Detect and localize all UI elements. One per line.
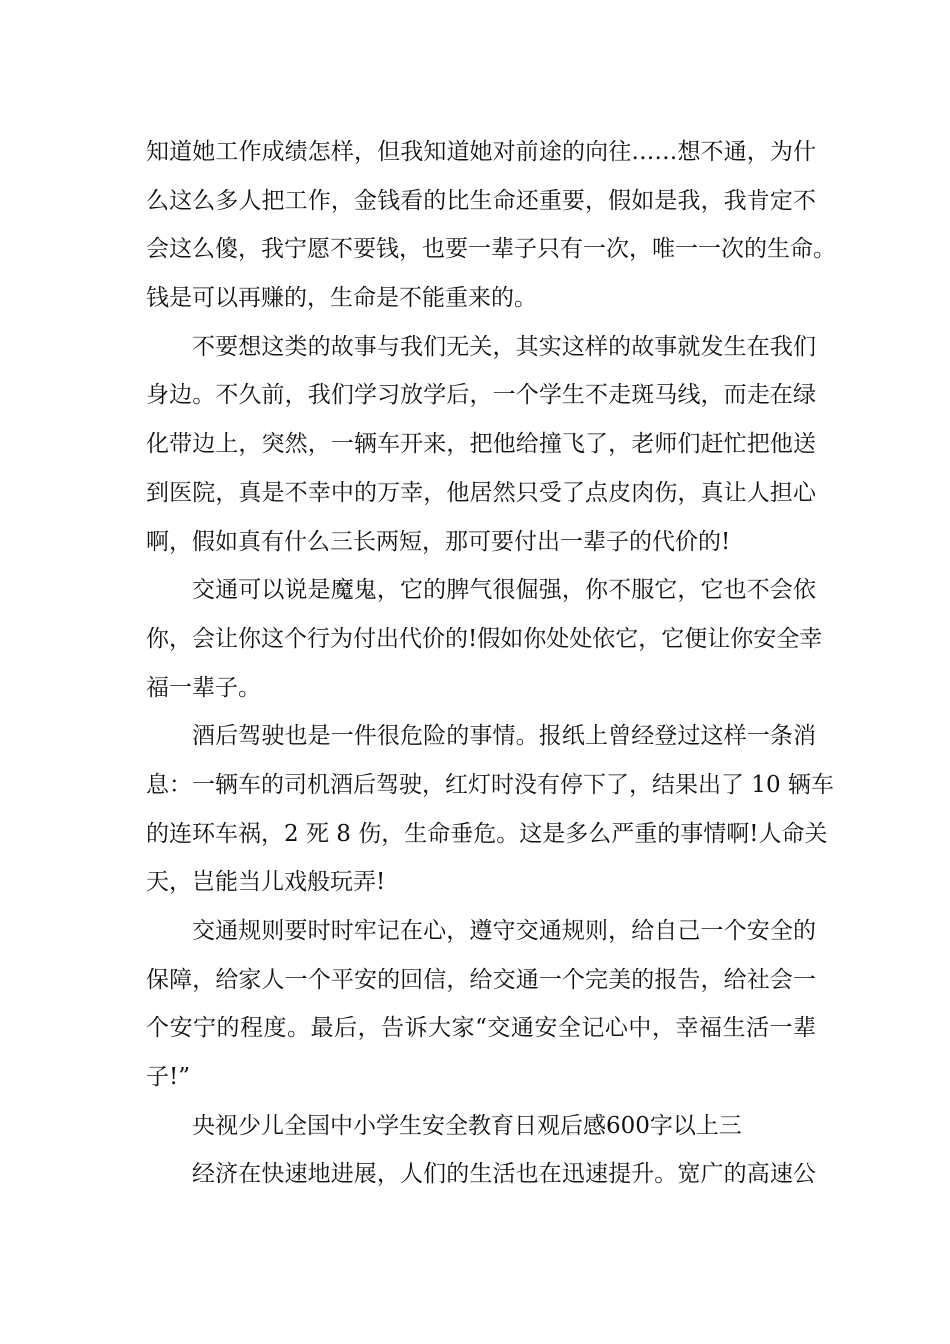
text-line: 福一辈子。 bbox=[146, 674, 261, 701]
text-line: 你，会让你这个行为付出代价的!假如你处处依它，它便让你安全幸 bbox=[146, 625, 823, 652]
text-line: 子!” bbox=[146, 1064, 191, 1091]
text-line: 交通可以说是魔鬼，它的脾气很倔强，你不服它，它也不会依 bbox=[192, 577, 816, 604]
text-line: 么这么多人把工作，金钱看的比生命还重要，假如是我，我肯定不 bbox=[146, 187, 816, 214]
text-line: 酒后驾驶也是一件很危险的事情。报纸上曾经登过这样一条消 bbox=[192, 723, 816, 750]
heading-text: 央视少儿全国中小学生安全教育日观后感600字以上三 bbox=[192, 1112, 742, 1139]
text-line: 不要想这类的故事与我们无关，其实这样的故事就发生在我们 bbox=[192, 333, 816, 360]
text-line: 息：一辆车的司机酒后驾驶，红灯时没有停下了，结果出了 10 辆车 bbox=[146, 771, 834, 798]
text-line: 经济在快速地进展，人们的生活也在迅速提升。宽广的高速公 bbox=[192, 1161, 816, 1188]
text-line: 天，岂能当儿戏般玩弄! bbox=[146, 869, 386, 896]
paragraph bbox=[146, 323, 816, 566]
text-line: 钱是可以再赚的，生命是不能重来的。 bbox=[146, 285, 537, 312]
paragraph bbox=[146, 1150, 816, 1199]
paragraph bbox=[146, 566, 823, 712]
section-heading bbox=[146, 1102, 816, 1151]
text-line: 交通规则要时时牢记在心，遵守交通规则，给自己一个安全的 bbox=[192, 918, 816, 944]
text-line: 保障，给家人一个平安的回信，给交通一个完美的报告，给社会一 bbox=[146, 966, 816, 993]
text-line: 知道她工作成绩怎样，但我知道她对前途的向往……想不通，为什 bbox=[146, 139, 816, 165]
text-line: 身边。不久前，我们学习放学后，一个学生不走斑马线，而走在绿 bbox=[146, 382, 816, 409]
paragraph bbox=[146, 907, 816, 1102]
text-line: 化带边上，突然，一辆车开来，把他给撞飞了，老师们赶忙把他送 bbox=[146, 431, 816, 458]
text-line: 到医院，真是不幸中的万幸，他居然只受了点皮肉伤，真让人担心 bbox=[146, 479, 816, 506]
document-body bbox=[146, 128, 836, 1199]
text-line: 个安宁的程度。最后，告诉大家“交通安全记心中，幸福生活一辈 bbox=[146, 1015, 816, 1042]
text-line: 啊，假如真有什么三长两短，那可要付出一辈子的代价的! bbox=[146, 528, 731, 555]
paragraph bbox=[146, 712, 834, 907]
text-line: 会这么傻，我宁愿不要钱，也要一辈子只有一次，唯一一次的生命。 bbox=[146, 236, 836, 263]
text-line: 的连环车祸，2 死 8 伤，生命垂危。这是多么严重的事情啊!人命关 bbox=[146, 820, 828, 847]
paragraph bbox=[146, 128, 836, 323]
